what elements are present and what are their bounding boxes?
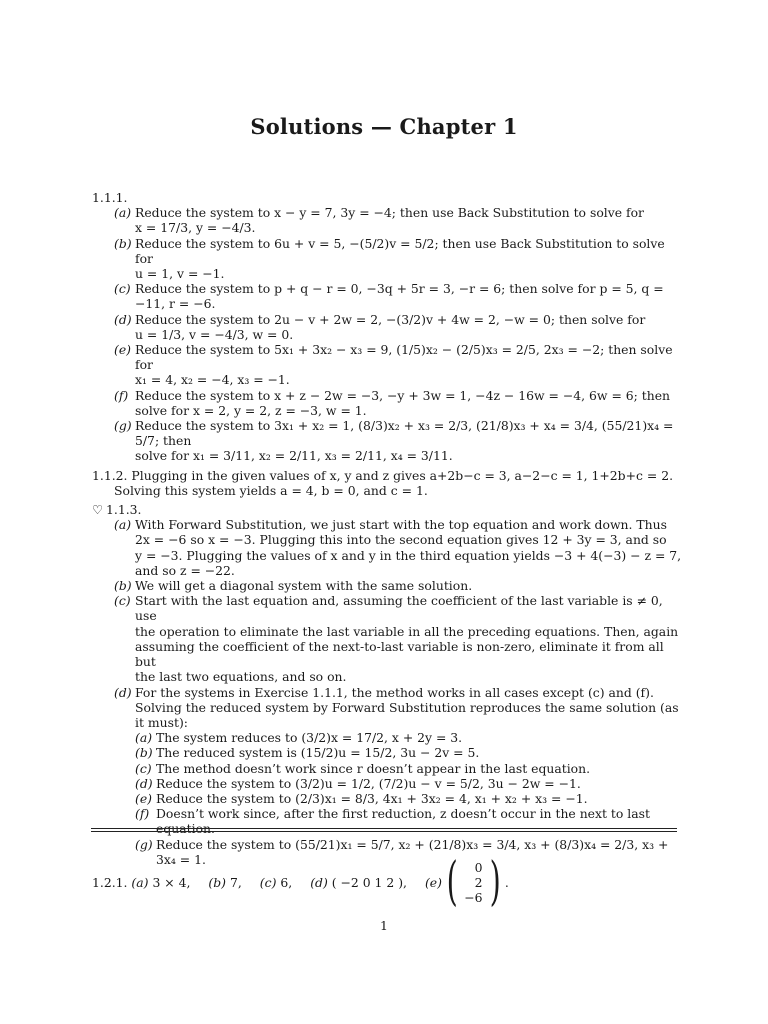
item-text: solve for x = 2, y = 2, z = −3, w = 1. xyxy=(135,402,367,418)
item-text: u = 1/3, v = −4/3, w = 0. xyxy=(135,326,294,342)
solution-item xyxy=(114,388,682,418)
part-answer: 6, xyxy=(280,874,293,890)
solution-item xyxy=(114,517,682,578)
item-text: −11, r = −6. xyxy=(135,296,216,312)
item-text: solve for x₁ = 3/11, x₂ = 2/11, x₃ = 2/11, x₄ = 3/11. xyxy=(135,448,453,464)
item-text: Reduce the system to (3/2)u = 1/2, (7/2)u − v = 5/2, 3u − 2w = −1. xyxy=(156,775,581,791)
exercise-number: 1.1.1. xyxy=(92,190,128,205)
solution-item xyxy=(114,342,682,388)
item-text: Reduce the system to 6u + v = 5, −(5/2)v = 5/2; then use Back Substitution to solve for xyxy=(135,235,665,266)
item-label: (d) xyxy=(114,311,132,327)
item-text: We will get a diagonal system with the same solution. xyxy=(135,578,473,594)
item-label: (e) xyxy=(135,790,153,806)
vector-entry: 2 xyxy=(474,874,483,890)
item-text: Reduce the system to 3x₁ + x₂ = 1, (8/3)x₂ + x₃ = 2/3, (21/8)x₃ + x₄ = 3/4, (55/21)x₄ = 5/7; then xyxy=(135,418,674,449)
item-text: the operation to eliminate the last variable in all the preceding equations. Then, again xyxy=(135,623,679,639)
vector-entry: −6 xyxy=(464,889,483,905)
part-label: (e) xyxy=(424,874,442,890)
item-label: (f) xyxy=(135,806,150,822)
exercise-text: Plugging in the given values of x, y and z gives a+2b−c = 3, a−2−c = 1, 1+2b+c = 2. xyxy=(131,467,674,483)
item-label: (b) xyxy=(114,578,132,594)
item-text: For the systems in Exercise 1.1.1, the method works in all cases except (c) and (f). xyxy=(135,684,654,700)
item-label: (f) xyxy=(114,387,129,403)
item-label: (a) xyxy=(114,517,132,533)
item-text: The system reduces to (3/2)x = 17/2, x + 2y = 3. xyxy=(156,730,463,746)
solution-item xyxy=(114,418,682,464)
solution-item xyxy=(114,236,682,282)
item-text: Reduce the system to 5x₁ + 3x₂ − x₃ = 9, (1/5)x₂ − (2/5)x₃ = 2/5, 2x₃ = −2; then solve for xyxy=(135,342,673,373)
item-label: (g) xyxy=(135,836,153,852)
exercise-1-2-1 xyxy=(92,852,509,912)
column-vector-answer: (e) ( 0 2 −6 ) . xyxy=(424,852,509,912)
item-label: (d) xyxy=(114,684,132,700)
vector-entry: 0 xyxy=(474,859,483,875)
part-label: (a) xyxy=(131,874,149,890)
item-label: (c) xyxy=(135,760,152,776)
item-text: Reduce the system to p + q − r = 0, −3q + 5r = 3, −r = 6; then solve for p = 5, q = xyxy=(135,281,664,297)
item-text: Solving the reduced system by Forward Substitution reproduces the same solution (as xyxy=(135,699,679,715)
item-text: Reduce the system to (2/3)x₁ = 8/3, 4x₁ + 3x₂ = 4, x₁ + x₂ + x₃ = −1. xyxy=(156,790,588,806)
row-vector: ( −2 0 1 2 ), xyxy=(331,874,407,890)
section-divider xyxy=(91,828,677,832)
exercise-items xyxy=(92,205,682,463)
solution-item xyxy=(114,205,682,235)
item-text: assuming the coefficient of the next-to-last variable is non-zero, eliminate it from all but xyxy=(135,638,664,670)
item-text: u = 1, v = −1. xyxy=(135,266,225,282)
solution-item xyxy=(135,791,682,806)
item-text: Reduce the system to x + z − 2w = −3, −y + 3w = 1, −4z − 16w = −4, 6w = 6; then xyxy=(135,387,671,403)
item-label: (b) xyxy=(114,235,132,251)
exercise-1-1-3 xyxy=(92,502,682,867)
solution-item xyxy=(114,578,682,593)
item-text: Reduce the system to (55/21)x₁ = 5/7, x₂ + (21/8)x₃ = 3/4, x₃ + (8/3)x₄ = 2/3, x₃ + 3x₄ = 1. xyxy=(156,836,669,867)
solution-item xyxy=(114,312,682,342)
item-text: it must): xyxy=(135,714,188,730)
item-label: (e) xyxy=(114,342,132,358)
exercise-number: 1.1.3. xyxy=(106,502,142,518)
solution-item xyxy=(135,776,682,791)
item-label: (a) xyxy=(135,730,153,746)
item-text: Start with the last equation and, assuming the coefficient of the last variable is ≠ 0, use xyxy=(135,593,663,624)
item-text: With Forward Substitution, we just start with the top equation and work down. Thus xyxy=(135,517,667,533)
part-label: (c) xyxy=(259,874,277,890)
heart-icon: ♡ xyxy=(92,502,104,518)
exercise-number: 1.1.2. xyxy=(92,467,128,483)
item-text: The reduced system is (15/2)u = 15/2, 3u − 2v = 5. xyxy=(156,745,480,761)
item-text: the last two equations, and so on. xyxy=(135,669,347,685)
item-text: x = 17/3, y = −4/3. xyxy=(135,220,256,236)
item-text: x₁ = 4, x₂ = −4, x₃ = −1. xyxy=(135,372,290,388)
page-title: Solutions — Chapter 1 xyxy=(250,114,518,139)
item-label: (g) xyxy=(114,418,132,434)
part-label: (d) xyxy=(310,874,328,890)
part-answer: 7, xyxy=(229,874,242,890)
solution-item xyxy=(114,281,682,311)
solution-item xyxy=(114,593,682,684)
item-label: (c) xyxy=(114,281,131,297)
solution-item xyxy=(135,745,682,760)
exercise-sub-items xyxy=(92,730,682,867)
item-text: Doesn’t work since, after the first reduction, z doesn’t occur in the next to last xyxy=(156,806,650,822)
item-label: (d) xyxy=(135,775,153,791)
exercise-1-1-2 xyxy=(92,468,682,498)
item-text: and so z = −22. xyxy=(135,562,235,578)
part-label: (b) xyxy=(208,874,227,890)
exercise-items xyxy=(92,517,682,730)
exercise-number: 1.2.1. xyxy=(92,874,128,890)
page-number: 1 xyxy=(380,918,388,933)
exercise-1-1-1 xyxy=(92,190,682,464)
item-text: Reduce the system to 2u − v + 2w = 2, −(3/2)v + 4w = 2, −w = 0; then solve for xyxy=(135,311,646,327)
item-text: The method doesn’t work since r doesn’t appear in the last equation. xyxy=(156,760,591,776)
solution-item xyxy=(135,730,682,745)
item-text: Reduce the system to x − y = 7, 3y = −4; then use Back Substitution to solve for xyxy=(135,205,644,221)
solutions-body xyxy=(92,190,682,867)
item-label: (a) xyxy=(114,205,132,221)
part-answer: 3 × 4, xyxy=(152,874,191,890)
item-text: equation. xyxy=(156,821,215,837)
item-label: (c) xyxy=(114,593,131,609)
solution-item xyxy=(114,685,682,731)
exercise-text: Solving this system yields a = 4, b = 0, and c = 1. xyxy=(114,482,428,498)
item-label: (b) xyxy=(135,745,153,761)
item-text: 2x = −6 so x = −3. Plugging this into the second equation gives 12 + 3y = 3, and so xyxy=(135,532,667,548)
column-vector xyxy=(462,860,484,905)
solution-item xyxy=(135,761,682,776)
item-text: y = −3. Plugging the values of x and y in the third equation yields −3 + 4(−3) − z = 7, xyxy=(135,547,682,563)
